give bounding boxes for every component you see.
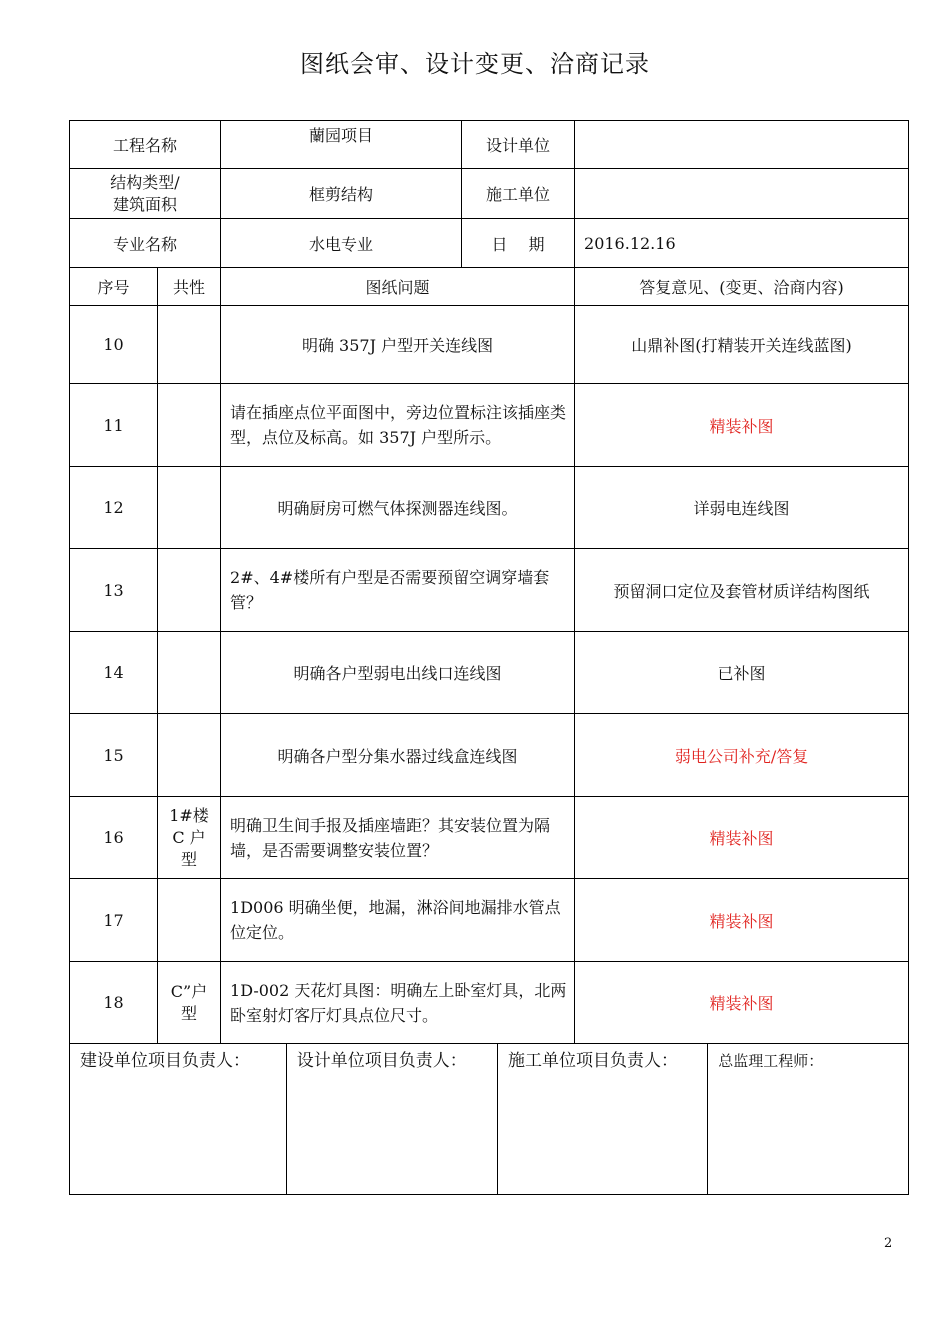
page-number: 2: [884, 1236, 893, 1251]
supervisor-signature-label: 总监理工程师：: [718, 1052, 824, 1070]
table-row: [70, 879, 909, 962]
header-common: 共性: [158, 268, 221, 306]
row-no: 13: [70, 549, 158, 632]
specialty-value: 水电专业: [221, 219, 462, 268]
table-row: [70, 632, 909, 714]
row-no: 17: [70, 879, 158, 962]
date-label: 日 期: [462, 219, 575, 268]
date-value: 2016.12.16: [575, 219, 909, 268]
row-common: [158, 467, 221, 549]
construction-unit-label: 施工单位: [462, 169, 575, 219]
project-label: 工程名称: [70, 121, 221, 169]
row-no: 16: [70, 797, 158, 879]
structure-value: 框剪结构: [221, 169, 462, 219]
design-unit-value: [575, 121, 909, 169]
row-common: [158, 714, 221, 797]
row-issue: 请在插座点位平面图中，旁边位置标注该插座类型，点位及标高。如 357J 户型所示。: [221, 384, 575, 467]
row-common: [158, 632, 221, 714]
signature-row: [70, 1044, 909, 1195]
row-common: [158, 549, 221, 632]
row-reply: 精装补图: [575, 962, 909, 1044]
table-row: [70, 384, 909, 467]
row-common-line2: C 户: [172, 827, 206, 847]
row-common-line1: 1#楼: [169, 805, 209, 825]
row-reply: 精装补图: [575, 879, 909, 962]
row-reply: 详弱电连线图: [575, 467, 909, 549]
header-issue: 图纸问题: [221, 268, 575, 306]
row-common-line1: C”户: [170, 981, 208, 1001]
row-reply: 精装补图: [575, 384, 909, 467]
record-table: [69, 120, 909, 1195]
row-reply: 弱电公司补充/答复: [575, 714, 909, 797]
row-issue: 1D-002 天花灯具图：明确左上卧室灯具，北两卧室射灯客厅灯具点位尺寸。: [221, 962, 575, 1044]
table-row: [70, 714, 909, 797]
info-row-specialty: [70, 219, 909, 268]
header-no: 序号: [70, 268, 158, 306]
row-no: 10: [70, 306, 158, 384]
structure-label: [70, 169, 221, 219]
row-no: 18: [70, 962, 158, 1044]
row-issue: 明确厨房可燃气体探测器连线图。: [221, 467, 575, 549]
row-issue: 明确卫生间手报及插座墙距？其安装位置为隔墙，是否需要调整安装位置？: [221, 797, 575, 879]
structure-label-line2: 建筑面积: [113, 194, 178, 214]
info-row-project: [70, 121, 909, 169]
table-row: [70, 962, 909, 1044]
row-reply: 预留洞口定位及套管材质详结构图纸: [575, 549, 909, 632]
specialty-label: 专业名称: [70, 219, 221, 268]
row-issue: 明确各户型弱电出线口连线图: [221, 632, 575, 714]
owner-signature-label: 建设单位项目负责人：: [70, 1044, 286, 1194]
row-issue: 2#、4#楼所有户型是否需要预留空调穿墙套管？: [221, 549, 575, 632]
row-no: 11: [70, 384, 158, 467]
signature-table: [70, 1044, 908, 1194]
row-reply: 已补图: [575, 632, 909, 714]
row-common-line2: 型: [181, 1003, 198, 1023]
row-reply: 精装补图: [575, 797, 909, 879]
row-common: [158, 306, 221, 384]
page-title: 图纸会审、设计变更、洽商记录: [300, 50, 650, 78]
structure-label-line1: 结构类型/: [110, 172, 180, 192]
row-reply: 山鼎补图(打精装开关连线蓝图): [575, 306, 909, 384]
row-issue: 1D006 明确坐便，地漏，淋浴间地漏排水管点位定位。: [221, 879, 575, 962]
row-common-line3: 型: [181, 849, 198, 869]
row-no: 12: [70, 467, 158, 549]
row-issue: 明确 357J 户型开关连线图: [221, 306, 575, 384]
row-common: [158, 797, 221, 879]
header-reply: 答复意见、(变更、洽商内容): [575, 268, 909, 306]
project-value: 蘭园项目: [221, 121, 462, 169]
row-common: [158, 879, 221, 962]
table-row: [70, 549, 909, 632]
row-no: 14: [70, 632, 158, 714]
row-no: 15: [70, 714, 158, 797]
designer-signature-label: 设计单位项目负责人：: [286, 1044, 497, 1194]
info-row-structure: [70, 169, 909, 219]
row-issue: 明确各户型分集水器过线盒连线图: [221, 714, 575, 797]
design-unit-label: 设计单位: [462, 121, 575, 169]
table-header: [70, 268, 909, 306]
table-row: [70, 797, 909, 879]
contractor-signature-label: 施工单位项目负责人：: [498, 1044, 708, 1194]
table-row: [70, 306, 909, 384]
row-common: [158, 384, 221, 467]
row-common: [158, 962, 221, 1044]
construction-unit-value: [575, 169, 909, 219]
table-row: [70, 467, 909, 549]
